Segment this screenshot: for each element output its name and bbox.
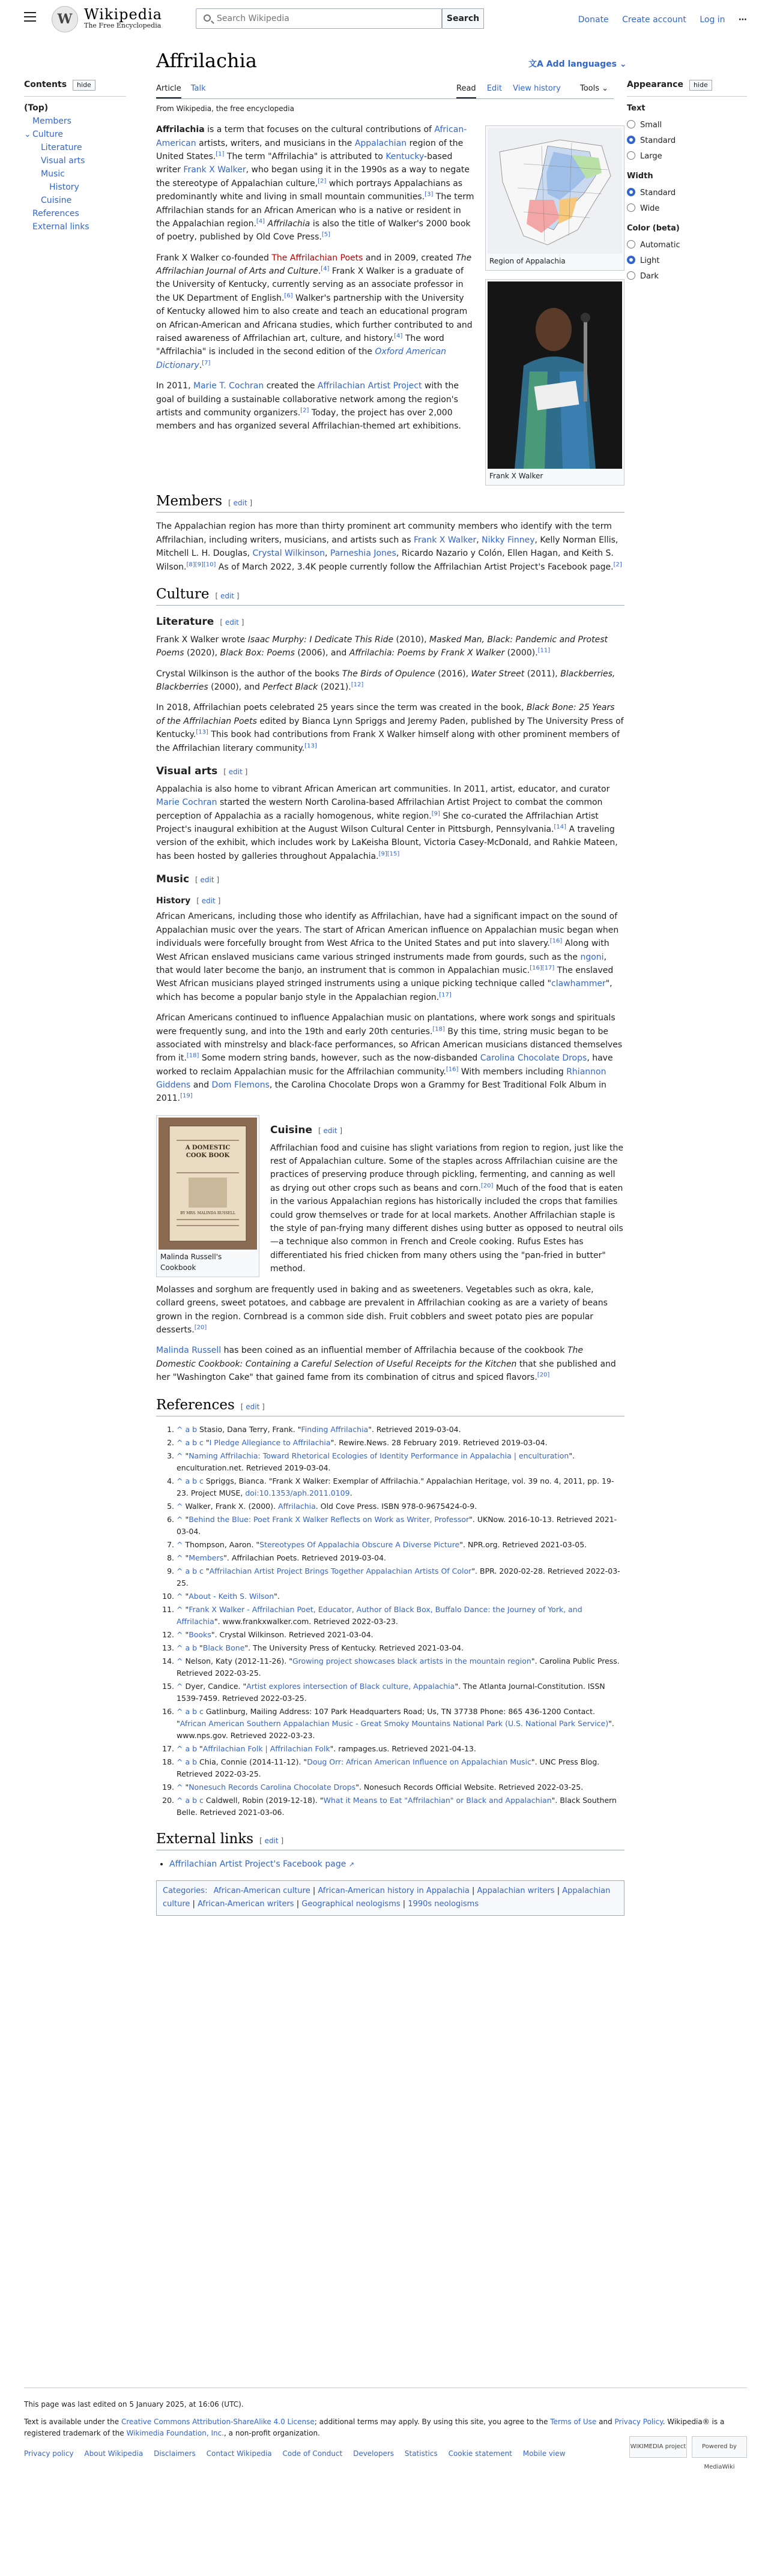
toc-item-cuisine[interactable]: Cuisine bbox=[41, 196, 72, 206]
ref-source-link[interactable]: doi:10.1353/aph.2011.0109 bbox=[245, 1488, 350, 1497]
ref-backlink[interactable]: ^ bbox=[177, 1604, 186, 1614]
privacy-link[interactable]: Privacy Policy bbox=[614, 2418, 663, 2427]
link-kentucky[interactable]: Kentucky bbox=[386, 151, 425, 161]
add-languages-button[interactable]: 文A Add languages ⌄ bbox=[528, 59, 627, 69]
footer-link[interactable]: Code of Conduct bbox=[282, 2449, 343, 2458]
ref-link[interactable]: [20] bbox=[537, 1371, 550, 1379]
link-frank-x-walker[interactable]: Frank X Walker bbox=[183, 165, 246, 175]
toc-item-members[interactable]: Members bbox=[32, 116, 71, 127]
ref-backlink[interactable]: ^ a b c bbox=[177, 1437, 206, 1447]
cookbook-caption: Malinda Russell's Cookbook bbox=[160, 1252, 222, 1272]
main-menu-icon[interactable] bbox=[24, 12, 36, 22]
ref-source-link[interactable]: Books bbox=[189, 1630, 211, 1639]
edit-section-link[interactable]: edit bbox=[200, 876, 214, 885]
link-member[interactable]: Frank X Walker bbox=[413, 535, 477, 545]
ref-link[interactable]: [20] bbox=[194, 1324, 207, 1331]
ref-source-link[interactable]: Affrilachian Folk | Affrilachian Folk bbox=[202, 1744, 330, 1753]
tab-tools[interactable]: Tools ⌄ bbox=[579, 84, 609, 93]
color-label: Color (beta) bbox=[627, 223, 680, 233]
intro-paragraph-3: In 2011, Marie T. Cochran created the Affrilachian Artist Project with the goal of building a sustainable collaborative network among the region's artists and community organizers.[2] Today, the project has over 2,000 members and has organized several Affrilachian-themed art exhibitions. bbox=[156, 381, 461, 432]
reference-item: 2. ^ a b c "I Pledge Allegiance to Affrilachia". Rewire.News. 28 February 2019. Retrieved 2019-03-04. bbox=[177, 1437, 624, 1449]
ref-backlink[interactable]: ^ a b bbox=[177, 1643, 199, 1652]
login-link[interactable]: Log in bbox=[700, 15, 725, 25]
more-options-icon[interactable]: ⋯ bbox=[739, 15, 747, 25]
link-affrilachian-artist-project[interactable]: Affrilachian Artist Project bbox=[317, 381, 422, 391]
link-malinda-russell[interactable]: Malinda Russell bbox=[156, 1346, 222, 1356]
reference-item: 17. ^ a b "Affrilachian Folk | Affrilachian Folk". rampages.us. Retrieved 2021-04-13. bbox=[177, 1743, 624, 1755]
donate-link[interactable]: Donate bbox=[578, 15, 609, 25]
last-edited: This page was last edited on 5 January 2025, at 16:06 (UTC). bbox=[24, 2400, 244, 2409]
ref-backlink[interactable]: ^ bbox=[177, 1591, 186, 1601]
music-paragraph-2: African Americans continued to influence Appalachian music on plantations, where work songs and spirituals were frequently sung, and into the 19th and early 20th centuries.[18] By this time, string music began to be associated with minstrelsy and black-face performances, so African American musicians distanced themselves from it.[18] Some modern string bands, however, such as the now-disbanded Carolina Chocolate Drops, have worked to reclaim Appalachian music for the Affrilachian community.[16] With members including Rhiannon Giddens and Dom Flemons, the Carolina Chocolate Drops won a Grammy for Best Traditional Folk Album in 2011.[19] bbox=[156, 1013, 623, 1104]
reference-item: 12. ^ "Books". Crystal Wilkinson. Retrieved 2021-03-04. bbox=[177, 1629, 624, 1641]
ref-backlink[interactable]: ^ bbox=[177, 1539, 186, 1549]
tab-view-history[interactable]: View history bbox=[513, 84, 561, 93]
reference-item: 4. ^ a b c Spriggs, Bianca. "Frank X Walker: Exemplar of Affrilachia." Appalachian Heritage, vol. 39 no. 4, 2011, pp. 19-23. Project MUSE, doi:10.1353/aph.2011.0109. bbox=[177, 1475, 624, 1499]
section-visual-arts-heading: Visual arts [ edit ] bbox=[156, 765, 248, 778]
search-button[interactable]: Search bbox=[442, 8, 484, 29]
license-text: Text is available under the Creative Commons Attribution-ShareAlike 4.0 License; additional terms may apply. By using this site, you agree to the Terms of Use and Privacy Policy. Wikipedia® is a registered trademark of the Wikimedia Foundation, Inc., a non-profit organization. bbox=[24, 2418, 725, 2438]
toc-header: Contents hide bbox=[24, 78, 126, 97]
reference-item: 18. ^ a b Chia, Connie (2014-11-12). "Doug Orr: African American Influence on Appalachian Music". UNC Press Blog. Retrieved 2022-03-25. bbox=[177, 1756, 624, 1780]
ref-link[interactable]: [17] bbox=[439, 992, 452, 999]
ref-link[interactable]: [18] bbox=[432, 1025, 445, 1032]
ref-link[interactable]: [14] bbox=[554, 823, 567, 831]
footer-link[interactable]: About Wikipedia bbox=[84, 2449, 144, 2458]
footer-link[interactable]: Developers bbox=[353, 2449, 395, 2458]
reference-item: 10. ^ "About - Keith S. Wilson". bbox=[177, 1590, 624, 1602]
literature-paragraph-1: Frank X Walker wrote Isaac Murphy: I Dedicate This Ride (2010), Masked Man, Black: Pandemic and Protest Poems (2020), Black Box: Poems (2006), and Affrilachia: Poems by Frank X Walker (2000).[11] bbox=[156, 634, 608, 658]
ref-link[interactable]: [4] bbox=[321, 265, 330, 272]
site-header bbox=[0, 0, 771, 38]
wikipedia-logo[interactable]: W bbox=[52, 6, 78, 32]
edit-section-link[interactable]: edit bbox=[220, 591, 234, 600]
toc-item-external-links[interactable]: External links bbox=[32, 222, 89, 232]
footer-link[interactable]: Cookie statement bbox=[448, 2449, 512, 2458]
ref-source-link[interactable]: Frank X Walker - Affrilachian Poet, Educator, Author of Black Box, Buffalo Dance: the Journey of York, and Affrilachia bbox=[177, 1604, 582, 1626]
link-carolina-chocolate-drops[interactable]: Carolina Chocolate Drops bbox=[480, 1053, 587, 1064]
site-subtitle: From Wikipedia, the free encyclopedia bbox=[156, 104, 294, 113]
ref-backlink[interactable]: ^ a b bbox=[177, 1744, 199, 1753]
category-link[interactable]: African-American writers bbox=[198, 1900, 294, 1909]
category-link[interactable]: Appalachian writers bbox=[477, 1886, 555, 1896]
appearance-panel bbox=[627, 78, 747, 284]
visual-arts-paragraph: Appalachia is also home to vibrant African American art communities. In 2011, artist, educator, and curator Marie Cochran started the western North Carolina-based Affrilachian Artist Project to combat the common perception of Appalachia as a racially homogenous, white region.[9] She co-curated the Affrilachian Artist Project's inaugural exhibition at the August Wilson Cultural Center in Pittsburgh, Pennsylvania.[14] A traveling version of the exhibit, which includes work by LaKeisha Blount, Victoria Casey-McDonald, and Rahkie Mateen, has been hosted by galleries throughout Appalachia.[9][15] bbox=[156, 784, 618, 861]
ref-link[interactable]: [5] bbox=[321, 231, 331, 238]
ref-backlink[interactable]: ^ a b c bbox=[177, 1566, 206, 1575]
link-ngoni[interactable]: ngoni bbox=[580, 952, 604, 962]
view-tabs bbox=[448, 83, 608, 95]
link-marie-cochran[interactable]: Marie Cochran bbox=[156, 798, 217, 808]
external-link[interactable]: Affrilachian Artist Project's Facebook page bbox=[169, 1859, 346, 1869]
tab-divider bbox=[156, 98, 614, 99]
page-footer bbox=[24, 2388, 747, 2470]
section-literature-heading: Literature [ edit ] bbox=[156, 616, 244, 628]
frank-x-walker-photo[interactable] bbox=[488, 281, 622, 469]
reference-item: 16. ^ a b c Gatlinburg, Mailing Address: 107 Park Headquarters Road; Us, TN 37738 Phone: 865 436-1200 Contact. "African American Southern Appalachian Music - Great Smoky Mountains National Park (U.S. National Park Service)". www.nps.gov. Retrieved 2022-03-23. bbox=[177, 1706, 624, 1742]
ref-link[interactable]: [6] bbox=[284, 292, 293, 299]
members-paragraph: The Appalachian region has more than thirty prominent art community members who identify with the term Affrilachian, including writers, musicians, and artists such as Frank X Walker, Nikky Finney, Kelly Norman Ellis, Mitchell L. H. Douglas, Crystal Wilkinson, Parneshia Jones, Ricardo Nazario y Colón, Ellen Hagan, and Keith S. Wilson.[8][9][10] As of March 2022, 3.4K people currently follow the Affrilachian Artist Project's Facebook page.[2] bbox=[156, 522, 622, 572]
ref-source-link[interactable]: Artist explores intersection of Black culture, Appalachia bbox=[246, 1681, 455, 1691]
ref-link[interactable]: [11] bbox=[537, 647, 551, 654]
intro-paragraph-1: Affrilachia is a term that focuses on the cultural contributions of African-American artists, writers, and musicians in the Appalachian region of the United States.[1] The term "Affrilachia" is attributed to Kentucky-based writer Frank X Walker, who began using it in the 1990s as a way to negate the stereotype of Appalachian culture,[2] which portrays Appalachians as predominantly white and living in small mountain communities.[3] The term Affrilachian stands for an African American who is a native or resident in the Appalachian region.[4] Affrilachia is also the title of Walker's 2000 book of poetry, published by Old Cove Press.[5] bbox=[156, 125, 474, 242]
text-standard-radio[interactable]: Standard bbox=[627, 133, 747, 149]
section-members-heading: Members [ edit ] bbox=[156, 492, 624, 513]
edit-section-link[interactable]: edit bbox=[264, 1836, 279, 1845]
section-culture-heading: Culture [ edit ] bbox=[156, 585, 624, 606]
category-link[interactable]: African-American history in Appalachia bbox=[318, 1886, 470, 1896]
tab-talk[interactable]: Talk bbox=[190, 84, 206, 93]
toc-item-references[interactable]: References bbox=[32, 209, 79, 219]
page-title: Affrilachia bbox=[156, 49, 257, 72]
list-item bbox=[169, 1858, 624, 1871]
reference-list bbox=[156, 1424, 624, 1819]
cookbook-image[interactable] bbox=[159, 1118, 257, 1250]
toc-item-culture[interactable]: ⌄ Culture bbox=[24, 128, 126, 141]
footer-link[interactable]: Disclaimers bbox=[154, 2449, 196, 2458]
text-large-radio[interactable]: Large bbox=[627, 149, 747, 164]
color-light-radio[interactable]: Light bbox=[627, 253, 747, 269]
tab-edit[interactable]: Edit bbox=[486, 84, 502, 93]
toc-item-history[interactable]: History bbox=[49, 182, 79, 193]
ref-backlink[interactable]: ^ a b c bbox=[177, 1706, 206, 1716]
footer-link[interactable]: Mobile view bbox=[522, 2449, 566, 2458]
ref-backlink[interactable]: ^ bbox=[177, 1553, 186, 1562]
ref-link[interactable]: [16] bbox=[446, 1066, 459, 1073]
ref-backlink[interactable]: ^ bbox=[177, 1656, 186, 1666]
section-references-heading: References [ edit ] bbox=[156, 1395, 624, 1416]
create-account-link[interactable]: Create account bbox=[622, 15, 686, 25]
link-dom-flemons[interactable]: Dom Flemons bbox=[211, 1080, 270, 1091]
reference-item: 15. ^ Dyer, Candice. "Artist explores intersection of Black culture, Appalachia". The Atlanta Journal-Constitution. ISSN 1539-7459. Retrieved 2022-03-25. bbox=[177, 1681, 624, 1705]
footer-link[interactable]: Contact Wikipedia bbox=[206, 2449, 272, 2458]
map-figure bbox=[485, 125, 624, 271]
ref-backlink[interactable]: ^ bbox=[177, 1630, 186, 1639]
search-input[interactable] bbox=[217, 11, 409, 26]
ref-source-link[interactable]: Stereotypes Of Appalachia Obscure A Diverse Picture bbox=[259, 1539, 460, 1549]
portrait-caption: Frank X Walker bbox=[489, 472, 543, 481]
external-link-icon: ↗ bbox=[348, 1860, 355, 1868]
section-cuisine-heading: Cuisine [ edit ] bbox=[270, 1124, 343, 1136]
ref-link[interactable]: [2] bbox=[300, 407, 309, 414]
ref-source-link[interactable]: Black Bone bbox=[202, 1643, 245, 1652]
ref-source-link[interactable]: Doug Orr: African American Influence on Appalachian Music bbox=[307, 1757, 531, 1766]
ref-link[interactable]: [18] bbox=[186, 1052, 199, 1059]
article-body bbox=[156, 103, 624, 1916]
category-link[interactable]: Appalachian culture bbox=[163, 1886, 611, 1909]
text-size-label: Text bbox=[627, 104, 646, 113]
ref-link[interactable]: [12] bbox=[351, 681, 364, 688]
reference-item: 3. ^ "Naming Affrilachia: Toward Rhetorical Ecologies of Identity Performance in Appalachia | enculturation". enculturation.net. Retrieved 2019-03-04. bbox=[177, 1450, 624, 1474]
link-african-american[interactable]: African-American bbox=[156, 125, 467, 148]
toc-item-music[interactable]: Music bbox=[41, 169, 65, 179]
ref-link[interactable]: [4] bbox=[394, 333, 403, 340]
music-paragraph-1: African Americans, including those who identify as Affrilachian, have had a significant impact on the sound of Appalachian music over the years. The start of African American influence on Appalachian music began when individuals were forcefully brought from West Africa to the United States and put into slavery.[16] Along with West African enslaved musicians came various stringed instruments made from gourds, such as the ngoni, that would later become the banjo, an instrument that is common in Appalachian music.[16][17] The enslaved West African musicians played stringed instruments using a unique picking technique called "clawhammer", which has become a popular banjo style in the Appalachian region.[17] bbox=[156, 912, 619, 1002]
link-rhiannon-giddens[interactable]: Rhiannon Giddens bbox=[156, 1067, 606, 1091]
ref-link[interactable]: [16][17] bbox=[530, 964, 555, 972]
link-member[interactable]: Nikky Finney bbox=[482, 535, 535, 545]
footer-link[interactable]: Privacy policy bbox=[24, 2449, 74, 2458]
user-links bbox=[567, 13, 747, 26]
chevron-down-icon: ⌄ bbox=[619, 59, 627, 69]
cuisine-paragraph-1: Affrilachian food and cuisine has slight variations from region to region, just like the rest of Appalachian culture. Some of the staples across Affrilachian cuisine are the practices of preserving produce through pickling, fermenting, and canning as well as drying out other crops such as beans and corn.[20] Much of the food that is eaten in the various Appalachian regions has historically included the crops that families could grow themselves or trade for at local markets. Another Affrilachian staple is the style of pan-frying many different dishes using butter as opposed to neutral oils—a technique also common in French and Creole cooking. Rufus Estes has differentiated his fried chicken from many others using the "pan-fried in butter" method. bbox=[270, 1143, 623, 1274]
category-link[interactable]: 1990s neologisms bbox=[408, 1900, 479, 1909]
ref-backlink[interactable]: ^ bbox=[177, 1782, 186, 1792]
wmf-link[interactable]: Wikimedia Foundation, Inc. bbox=[126, 2429, 225, 2438]
link-member[interactable]: Crystal Wilkinson bbox=[252, 549, 325, 559]
ref-backlink[interactable]: ^ a b c bbox=[177, 1476, 206, 1485]
reference-item: 8. ^ "Members". Affrilachian Poets. Retrieved 2019-03-04. bbox=[177, 1552, 624, 1564]
ref-source-link[interactable]: Affrilachian Artist Project Brings Together Appalachian Artists Of Color bbox=[209, 1566, 472, 1575]
category-link[interactable]: Geographical neologisms bbox=[301, 1900, 401, 1909]
ref-source-link[interactable]: African American Southern Appalachian Music - Great Smoky Mountains National Park (U.S. National Park Service) bbox=[180, 1718, 609, 1728]
section-history-heading: History [ edit ] bbox=[156, 895, 221, 906]
edit-section-link[interactable]: edit bbox=[225, 618, 239, 627]
edit-section-link[interactable]: edit bbox=[201, 896, 216, 905]
width-label: Width bbox=[627, 172, 653, 181]
link-marie-cochran[interactable]: Marie T. Cochran bbox=[193, 381, 264, 391]
width-standard-radio[interactable]: Standard bbox=[627, 185, 747, 201]
edit-section-link[interactable]: edit bbox=[233, 499, 247, 508]
ref-link[interactable]: [9][15] bbox=[378, 850, 400, 858]
color-dark-radio[interactable]: Dark bbox=[627, 269, 747, 284]
license-link[interactable]: Creative Commons Attribution-ShareAlike 4.0 License bbox=[121, 2418, 315, 2427]
ref-link[interactable]: [7] bbox=[202, 360, 211, 367]
ref-link[interactable]: [3] bbox=[425, 191, 434, 198]
link-affrilachian-poets[interactable]: The Affrilachian Poets bbox=[271, 253, 363, 263]
categories-link[interactable]: Categories: bbox=[163, 1886, 208, 1896]
ref-source-link[interactable]: Nonesuch Records Carolina Chocolate Drops bbox=[189, 1782, 356, 1792]
ref-source-link[interactable]: What it Means to Eat "Affrilachian" or Black and Appalachian bbox=[323, 1795, 552, 1805]
reference-item: 14. ^ Nelson, Katy (2012-11-26). "Growing project showcases black artists in the mountain region". Carolina Public Press. Retrieved 2022-03-25. bbox=[177, 1655, 624, 1679]
table-of-contents bbox=[24, 78, 126, 233]
appalachia-map-image[interactable] bbox=[488, 128, 622, 254]
width-wide-radio[interactable]: Wide bbox=[627, 201, 747, 217]
ref-source-link[interactable]: Members bbox=[189, 1553, 224, 1562]
section-external-links-heading: External links [ edit ] bbox=[156, 1829, 624, 1850]
literature-paragraph-2: Crystal Wilkinson is the author of the books The Birds of Opulence (2016), Water Street (2011), Blackberries, Blackberries (2000), and Perfect Black (2021).[12] bbox=[156, 669, 615, 693]
ref-source-link[interactable]: Naming Affrilachia: Toward Rhetorical Ecologies of Identity Performance in Appalachia | enculturation bbox=[189, 1451, 569, 1460]
ref-link[interactable]: [20] bbox=[480, 1182, 494, 1190]
namespace-tabs bbox=[156, 83, 206, 95]
ref-link[interactable]: [4] bbox=[256, 218, 265, 225]
cookbook-cover-title: A DOMESTIC COOK BOOK bbox=[185, 1144, 231, 1159]
wordmark[interactable]: Wikipedia bbox=[84, 6, 163, 23]
appearance-header: Appearance hide bbox=[627, 78, 747, 97]
reference-item: 19. ^ "Nonesuch Records Carolina Chocolate Drops". Nonesuch Records Official Website. Retrieved 2022-03-25. bbox=[177, 1781, 624, 1793]
appearance-hide-button[interactable]: hide bbox=[689, 80, 712, 91]
reference-item: 1. ^ a b Stasio, Dana Terry, Frank. "Finding Affrilachia". Retrieved 2019-03-04. bbox=[177, 1424, 624, 1436]
edit-section-link[interactable]: edit bbox=[323, 1126, 337, 1135]
cuisine-paragraph-3: Malinda Russell has been coined as an influential member of Affrilachia because of the cookbook The Domestic Cookbook: Containing a Careful Selection of Useful Receipts for the Kitchen that she published and her "Washington Cake" that gained fame from its combination of citrus and spiced flavors.[20] bbox=[156, 1346, 616, 1383]
map-caption: Region of Appalachia bbox=[489, 257, 566, 266]
reference-item: 6. ^ "Behind the Blue: Poet Frank X Walker Reflects on Work as Writer, Professor". UKNow. 2016-10-13. Retrieved 2021-03-04. bbox=[177, 1514, 624, 1538]
chevron-down-icon[interactable]: ⌄ bbox=[24, 130, 31, 140]
literature-paragraph-3: In 2018, Affrilachian poets celebrated 25 years since the term was created in the book, Black Bone: 25 Years of the Affrilachian Poets edited by Bianca Lynn Spriggs and Jeremy Paden, published by The University Press of Kentucky.[13] This book had contributions from Frank X Walker himself along with other prominent members of the Affrilachian literary community.[13] bbox=[156, 703, 624, 753]
category-box: Categories: African-American culture | African-American history in Appalachia | Appalachian writers | Appalachian culture | African-American writers | Geographical neologisms | 1990s neologisms bbox=[156, 1880, 624, 1915]
color-automatic-radio[interactable]: Automatic bbox=[627, 238, 747, 253]
toc-item-visual-arts[interactable]: Visual arts bbox=[41, 156, 85, 166]
reference-item: 20. ^ a b c Caldwell, Robin (2019-12-18). "What it Means to Eat "Affrilachian" or Black and Appalachian". Black Southern Belle. Retrieved 2021-03-06. bbox=[177, 1795, 624, 1819]
reference-item: 5. ^ Walker, Frank X. (2000). Affrilachia. Old Cove Press. ISBN 978-0-9675424-0-9. bbox=[177, 1500, 624, 1512]
ref-source-link[interactable]: Growing project showcases black artists in the mountain region bbox=[292, 1656, 531, 1666]
ref-link[interactable]: [16] bbox=[549, 937, 563, 945]
toc-item-top[interactable]: (Top) bbox=[24, 103, 49, 113]
category-link[interactable]: African-American culture bbox=[213, 1886, 310, 1896]
link-clawhammer[interactable]: clawhammer bbox=[551, 979, 606, 989]
ref-backlink[interactable]: ^ bbox=[177, 1514, 186, 1524]
ref-source-link[interactable]: Affrilachia bbox=[277, 1501, 316, 1511]
external-links-list bbox=[156, 1858, 624, 1871]
tab-article[interactable]: Article bbox=[156, 84, 181, 98]
section-music-heading: Music [ edit ] bbox=[156, 873, 220, 886]
search-icon bbox=[204, 14, 211, 22]
ref-link[interactable]: [2] bbox=[613, 561, 622, 568]
reference-item: 9. ^ a b c "Affrilachian Artist Project Brings Together Appalachian Artists Of Color". BPR. 2020-02-28. Retrieved 2022-03-25. bbox=[177, 1565, 624, 1589]
tagline: The Free Encyclopedia bbox=[84, 22, 162, 29]
ref-backlink[interactable]: ^ bbox=[177, 1681, 186, 1691]
toc-item-literature[interactable]: Literature bbox=[41, 143, 82, 153]
ref-source-link[interactable]: About - Keith S. Wilson bbox=[189, 1591, 274, 1601]
ref-backlink[interactable]: ^ a b bbox=[177, 1424, 199, 1434]
edit-section-link[interactable]: edit bbox=[246, 1402, 260, 1411]
ref-link[interactable]: [13] bbox=[196, 729, 208, 736]
ref-link[interactable]: [2] bbox=[318, 178, 327, 185]
ref-backlink[interactable]: ^ a b bbox=[177, 1757, 199, 1766]
cookbook-cover-author: BY MRS. MALINDA RUSSELL bbox=[180, 1211, 235, 1215]
reference-item: 13. ^ a b "Black Bone". The University Press of Kentucky. Retrieved 2021-03-04. bbox=[177, 1642, 624, 1654]
reference-item: 7. ^ Thompson, Aaron. "Stereotypes Of Appalachia Obscure A Diverse Picture". NPR.org. Retrieved 2021-03-05. bbox=[177, 1539, 624, 1551]
ref-source-link[interactable]: I Pledge Allegiance to Affrilachia bbox=[209, 1437, 331, 1447]
ref-link[interactable]: [8][9][10] bbox=[186, 561, 216, 568]
mediawiki-badge[interactable]: Powered by MediaWiki bbox=[692, 2436, 747, 2458]
search-box[interactable] bbox=[196, 8, 442, 29]
ref-link[interactable]: [19] bbox=[180, 1092, 193, 1100]
link-oxford-dictionary[interactable]: Oxford American Dictionary bbox=[156, 347, 446, 370]
ref-backlink[interactable]: ^ bbox=[177, 1501, 186, 1511]
reference-item: 11. ^ "Frank X Walker - Affrilachian Poet, Educator, Author of Black Box, Buffalo Dance: the Journey of York, and Affrilachia". www.frankxwalker.com. Retrieved 2022-03-23. bbox=[177, 1604, 624, 1628]
wikimedia-badge[interactable]: WIKIMEDIA project bbox=[629, 2436, 687, 2458]
portrait-figure bbox=[485, 279, 624, 486]
ref-source-link[interactable]: Finding Affrilachia bbox=[301, 1424, 369, 1434]
toc-hide-button[interactable]: hide bbox=[73, 80, 95, 91]
cuisine-paragraph-2: Molasses and sorghum are frequently used in baking and as sweeteners. Vegetables such as okra, kale, collard greens, sweet potatoes, and cabbage are prevalent in Affrilachian cooking as are a variety of beans grown in the region. Cornbread is a common side dish. Fruit cobblers and sweet potato pies are popular desserts.[20] bbox=[156, 1284, 608, 1335]
link-member[interactable]: Parneshia Jones bbox=[330, 549, 396, 559]
ref-link[interactable]: [9] bbox=[431, 810, 440, 817]
ref-backlink[interactable]: ^ bbox=[177, 1451, 186, 1460]
ref-link[interactable]: [1] bbox=[216, 151, 225, 158]
ref-link[interactable]: [13] bbox=[304, 742, 317, 749]
intro-paragraph-2: Frank X Walker co-founded The Affrilachian Poets and in 2009, created The Affrilachian Journal of Arts and Culture.[4] Frank X Walker is a graduate of the University of Kentucky, currently serving as an associate professor in the UK Department of English.[6] Walker's partnership with the University of Kentucky allowed him to also create and teach an educational program on African-American and Africana studies, which further contributed to and raised awareness of Affrilachian art, culture, and history.[4] The word "Affrilachia" is included in the second edition of the Oxford American Dictionary.[7] bbox=[156, 253, 473, 370]
ref-backlink[interactable]: ^ a b c bbox=[177, 1795, 206, 1805]
link-appalachian[interactable]: Appalachian bbox=[354, 138, 407, 148]
terms-link[interactable]: Terms of Use bbox=[550, 2418, 597, 2427]
language-icon: 文A bbox=[528, 59, 546, 69]
tab-read[interactable]: Read bbox=[456, 84, 476, 98]
ref-source-link[interactable]: Behind the Blue: Poet Frank X Walker Reflects on Work as Writer, Professor bbox=[189, 1514, 470, 1524]
cookbook-figure bbox=[156, 1115, 259, 1277]
footer-link[interactable]: Statistics bbox=[404, 2449, 438, 2458]
text-small-radio[interactable]: Small bbox=[627, 118, 747, 133]
edit-section-link[interactable]: edit bbox=[228, 768, 243, 777]
